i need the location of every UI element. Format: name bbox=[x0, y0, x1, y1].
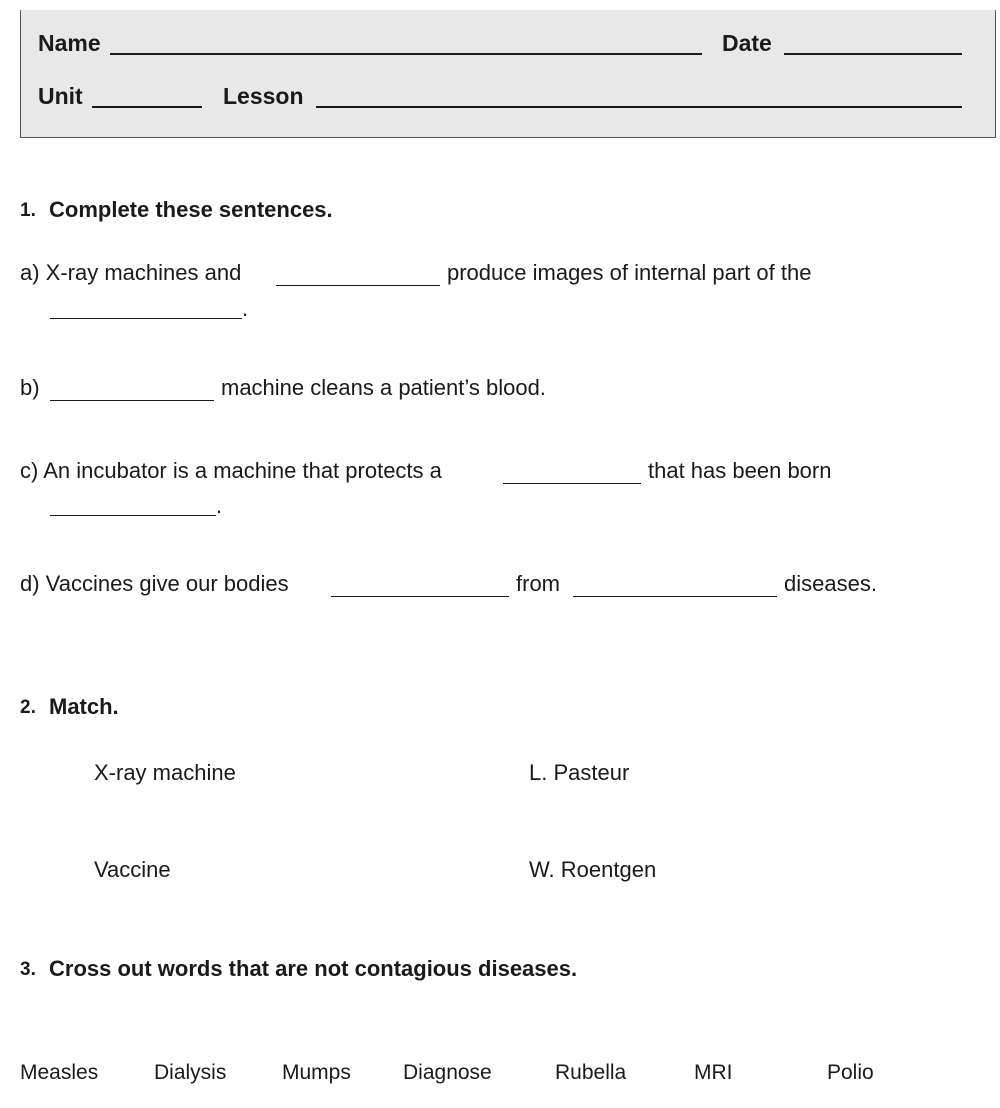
q1a-blank-2[interactable] bbox=[50, 318, 242, 319]
q1b-blank[interactable] bbox=[50, 400, 214, 401]
name-blank[interactable] bbox=[110, 53, 702, 55]
match-right-item[interactable]: W. Roentgen bbox=[529, 857, 657, 882]
q1c-blank-1[interactable] bbox=[503, 483, 641, 484]
q1d-prefix: d) Vaccines give our bodies bbox=[20, 571, 289, 596]
q1d-blank-1[interactable] bbox=[331, 596, 509, 597]
q3-title: Cross out words that are not contagious diseases. bbox=[49, 956, 578, 981]
lesson-blank[interactable] bbox=[316, 106, 962, 108]
q1-title: Complete these sentences. bbox=[49, 197, 333, 222]
unit-blank[interactable] bbox=[92, 106, 202, 108]
name-label: Name bbox=[38, 30, 101, 56]
q3-number: 3. bbox=[20, 959, 36, 980]
lesson-label: Lesson bbox=[223, 83, 304, 109]
q1d-blank-2[interactable] bbox=[573, 596, 777, 597]
q1d-suffix: diseases. bbox=[784, 571, 877, 596]
q1a-blank-1[interactable] bbox=[276, 285, 440, 286]
q1a-mid: produce images of internal part of the bbox=[447, 260, 812, 285]
q1-number: 1. bbox=[20, 200, 36, 221]
match-left-item[interactable]: X-ray machine bbox=[94, 760, 236, 785]
unit-label: Unit bbox=[38, 83, 83, 109]
q1b-prefix: b) bbox=[20, 375, 40, 400]
q1a-prefix: a) X-ray machines and bbox=[20, 260, 242, 285]
word-measles[interactable]: Measles bbox=[20, 1061, 99, 1084]
q1c-end: . bbox=[216, 493, 223, 518]
match-right-item[interactable]: L. Pasteur bbox=[529, 760, 630, 785]
q1c-blank-2[interactable] bbox=[50, 515, 216, 516]
q1c-prefix: c) An incubator is a machine that protects a bbox=[20, 458, 442, 483]
date-blank[interactable] bbox=[784, 53, 962, 55]
q1c-mid: that has been born bbox=[648, 458, 832, 483]
q2-title: Match. bbox=[49, 694, 119, 719]
student-info-box bbox=[20, 10, 996, 138]
word-polio[interactable]: Polio bbox=[827, 1061, 874, 1084]
word-mumps[interactable]: Mumps bbox=[282, 1061, 351, 1084]
word-diagnose[interactable]: Diagnose bbox=[403, 1061, 492, 1084]
q2-number: 2. bbox=[20, 697, 36, 718]
word-mri[interactable]: MRI bbox=[694, 1061, 733, 1084]
word-dialysis[interactable]: Dialysis bbox=[154, 1061, 227, 1084]
q1d-mid: from bbox=[516, 571, 560, 596]
date-label: Date bbox=[722, 30, 772, 56]
q1a-end: . bbox=[242, 296, 249, 321]
match-left-item[interactable]: Vaccine bbox=[94, 857, 171, 882]
word-rubella[interactable]: Rubella bbox=[555, 1061, 627, 1084]
q1b-suffix: machine cleans a patient’s blood. bbox=[221, 375, 546, 400]
